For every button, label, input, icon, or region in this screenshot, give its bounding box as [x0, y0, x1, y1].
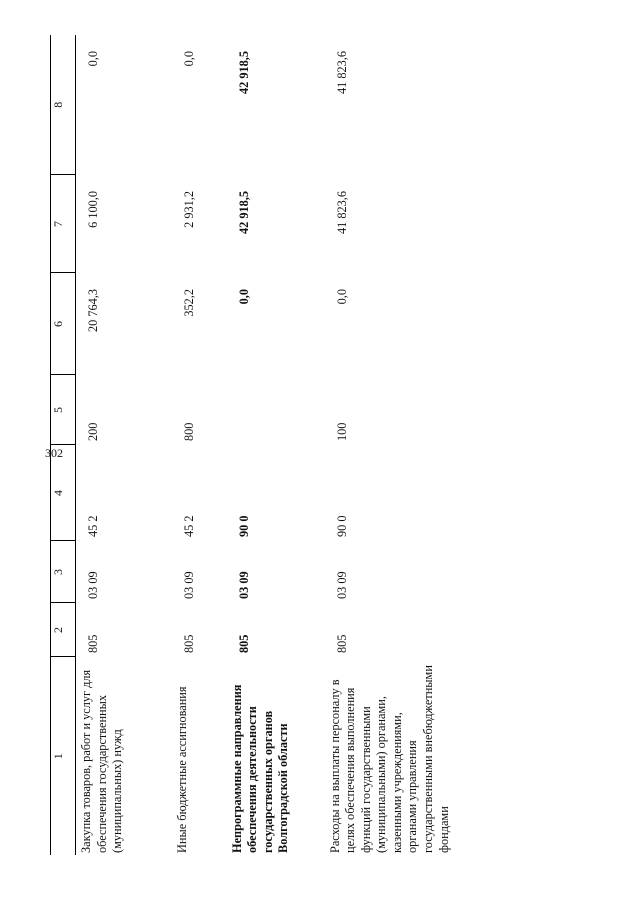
- cell-target: 45 2: [86, 515, 100, 537]
- cell-expense-type: 200: [86, 422, 100, 441]
- page-number: 302: [45, 446, 63, 460]
- table-row: [76, 35, 172, 855]
- cell-ministry: 805: [181, 634, 196, 653]
- row-name: Закупка товаров, работ и услуг для обеспечения государственных (муниципальных) нужд: [79, 669, 125, 853]
- table-row: [325, 35, 505, 855]
- cell-target: 90 0: [334, 515, 349, 537]
- table-row: [172, 35, 227, 855]
- cell-amount-8: 42 918,5: [236, 51, 251, 95]
- cell-ministry: 805: [86, 634, 100, 653]
- cell-section: 03 09: [236, 571, 251, 599]
- cell-expense-type: [227, 375, 325, 445]
- column-header: 5: [51, 375, 76, 445]
- column-header: 8: [51, 35, 76, 175]
- cell-amount-7: 6 100,0: [86, 191, 100, 228]
- column-header: 1: [51, 657, 76, 855]
- rotated-table-container: [50, 35, 540, 855]
- column-header: 6: [51, 273, 76, 375]
- header-row: [51, 35, 76, 855]
- cell-amount-6: 0,0: [236, 289, 251, 305]
- cell-amount-7: 2 931,2: [181, 191, 196, 228]
- row-name: Непрограммные направления обеспечения деятельности государственных органов Волгоградской области: [229, 684, 291, 853]
- cell-section: 03 09: [334, 571, 349, 599]
- cell-target: 45 2: [181, 515, 196, 537]
- column-header: 3: [51, 541, 76, 603]
- cell-amount-8: 41 823,6: [334, 51, 349, 95]
- cell-amount-7: 42 918,5: [236, 191, 251, 235]
- column-header: 2: [51, 603, 76, 657]
- cell-amount-6: 0,0: [334, 289, 349, 305]
- column-header: 4: [51, 445, 76, 541]
- cell-amount-7: 41 823,6: [334, 191, 349, 235]
- cell-section: 03 09: [86, 571, 100, 599]
- cell-amount-6: 20 764,3: [86, 289, 100, 333]
- cell-ministry: 805: [334, 634, 349, 653]
- cell-expense-type: 800: [181, 422, 196, 441]
- budget-table: [50, 35, 505, 855]
- cell-amount-6: 352,2: [181, 289, 196, 317]
- cell-section: 03 09: [181, 571, 196, 599]
- cell-target: 90 0: [236, 515, 251, 537]
- cell-amount-8: 0,0: [86, 51, 100, 67]
- row-name: Иные бюджетные ассигнования: [174, 686, 189, 853]
- cell-ministry: 805: [236, 634, 251, 653]
- row-name: Расходы на выплаты персоналу в целях обеспечения выполнения функций государственными (муниципальными) органами, казенными учреждениями, органами управления государственными внебюджетными фондами: [327, 665, 451, 853]
- column-header: 7: [51, 175, 76, 273]
- cell-amount-8: 0,0: [181, 51, 196, 67]
- table-header: [51, 35, 76, 855]
- table-body: [76, 35, 505, 855]
- table-row: [227, 35, 325, 855]
- cell-expense-type: 100: [334, 422, 349, 441]
